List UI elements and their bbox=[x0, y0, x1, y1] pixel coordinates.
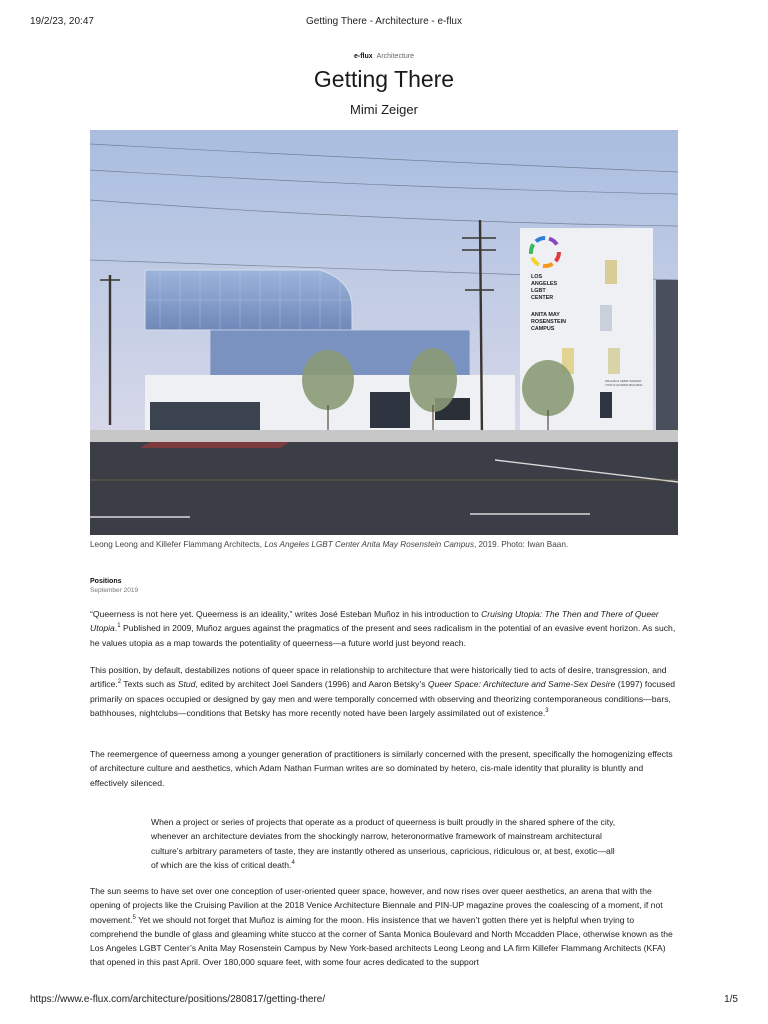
p2-text-a: This position, by default, destabilizes notions of queer space in relationship to architecture that were historically tied to acts of desire, transgression, and artifice. bbox=[90, 665, 667, 690]
blockquote-text: When a project or series of projects that operate as a product of queerness is built proudly in the shared sphere of the city, whenever an architecture deviates from the shockingly narrow, heteronormative framework of mainstream architectural culture’s arbitrary parameters of taste, they are instantly othered as unserious, capricious, ridiculous or, at best, exotic—all of which are the kiss of critical death. bbox=[151, 817, 616, 870]
breadcrumb bbox=[0, 53, 768, 60]
print-date: 19/2/23, 20:47 bbox=[30, 16, 94, 27]
print-url: https://www.e-flux.com/architecture/positions/280817/getting-there/ bbox=[30, 994, 326, 1005]
footnote-3-link[interactable]: 3 bbox=[545, 708, 549, 715]
p1-text-c: . bbox=[114, 623, 118, 634]
p4-text-a: The sun seems to have set over one conception of user-oriented queer space, however, and now rises over queer aesthetics, an arena that with the opening of projects like the Cruising Pavilion at the 2018 Venice Architecture Biennale and PIN-UP magazine proves the coalescing of a moment, if not movement. bbox=[90, 886, 663, 925]
plaque-line-1: WILLIAM & CERIF SAVIANO bbox=[605, 379, 642, 383]
caption-suffix: , 2019. Photo: Iwan Baan. bbox=[473, 540, 569, 549]
footnote-4-link[interactable]: 4 bbox=[291, 860, 295, 867]
sign-line-5: ANITA MAY bbox=[531, 312, 560, 318]
p2-queer-space-title: Queer Space: Architecture and Same-Sex Desire bbox=[427, 679, 616, 690]
caption-prefix: Leong Leong and Killefer Flammang Architects, bbox=[90, 540, 265, 549]
paragraph-1 bbox=[90, 607, 680, 650]
blockquote bbox=[151, 815, 621, 872]
p1-book-title: Cruising Utopia: The Then and There of Queer Utopia bbox=[90, 609, 659, 634]
paragraph-3: The reemergence of queerness among a younger generation of practitioners is similarly concerned with the present, specifically the homogenizing effects of architecture culture and aesthetics, which Adam Nathan Furman writes are so dominated by hetero, cis-male identity that plurality is bluntly and effectively silenced. bbox=[90, 749, 673, 788]
p2-text-b: Texts such as bbox=[121, 679, 178, 690]
footnote-2-link[interactable]: 2 bbox=[117, 679, 122, 686]
print-page-count: 1/5 bbox=[724, 994, 738, 1005]
sign-line-2: ANGELES bbox=[531, 281, 558, 287]
article-author[interactable]: Mimi Zeiger bbox=[350, 102, 418, 117]
hero-caption bbox=[90, 540, 690, 549]
p2-text-f: (1997) focused primarily on spaces occupied or designed by gay men and were temporally concerned with observing and theorizing contemporaneous conditions—bars, bathhouses, nightclubs—conditions that Betsky has more recently noted have been largely assimilated out of existence. bbox=[90, 679, 676, 718]
article-title: Getting There bbox=[313, 66, 455, 92]
publication-date: September 2019 bbox=[90, 587, 139, 594]
print-page-title: Getting There - Architecture - e-flux bbox=[306, 16, 462, 27]
breadcrumb-brand-link[interactable]: e-flux bbox=[353, 53, 373, 60]
hero-image bbox=[90, 130, 678, 535]
positions-link[interactable]: Positions bbox=[90, 578, 122, 585]
p4-text-b: Yet we should not forget that Muñoz is aiming for the moon. His insistence that we haven’t gotten there yet is helpful when trying to comprehend the bundle of glass and gleaming white stucco at the corner of Santa Monica Boulevard and North Mccadden Place, otherwise known as the Los Angeles LGBT Center’s Anita May Rosenstein Campus by New York-based architects Leong Leong and LA firm Killefer Flammang Architects (KFA) that opened in this past April. Over 180,000 square feet, with some four acres dedicated to the support bbox=[90, 914, 673, 968]
paragraph-4 bbox=[90, 884, 680, 970]
p2-text-d: , edited by architect Joel Sanders (1996) and Aaron Betsky’s bbox=[195, 679, 428, 690]
sign-line-7: CAMPUS bbox=[531, 326, 555, 332]
p1-text-d: Published in 2009, Muñoz argues against the pragmatics of the present and sees radicalism in the potential of an evasive event horizon. As such, he values utopia as a map towards the potentiality of queerness—a future world just beyond reach. bbox=[90, 623, 676, 648]
breadcrumb-section-link[interactable]: Architecture bbox=[376, 53, 415, 60]
footnote-1-link[interactable]: 1 bbox=[117, 623, 121, 630]
caption-work-title: Los Angeles LGBT Center Anita May Rosenstein Campus bbox=[264, 540, 474, 549]
sign-line-6: ROSENSTEIN bbox=[531, 319, 567, 325]
sign-line-3: LGBT bbox=[531, 288, 546, 294]
sign-line-4: CENTER bbox=[531, 295, 554, 301]
plaque-line-2: YOUTH HOUSING BUILDING bbox=[605, 383, 643, 387]
print-header bbox=[0, 16, 768, 30]
print-footer bbox=[0, 994, 768, 1008]
p1-text-a: “Queerness is not here yet. Queerness is an ideality,” writes José Esteban Muñoz in his introduction to bbox=[90, 609, 482, 619]
p2-stud-title: Stud bbox=[177, 679, 196, 690]
hero-photo-illustration bbox=[90, 130, 678, 535]
footnote-5-link[interactable]: 5 bbox=[132, 914, 136, 921]
sign-line-1: LOS bbox=[531, 274, 543, 280]
paragraph-2 bbox=[90, 663, 680, 720]
